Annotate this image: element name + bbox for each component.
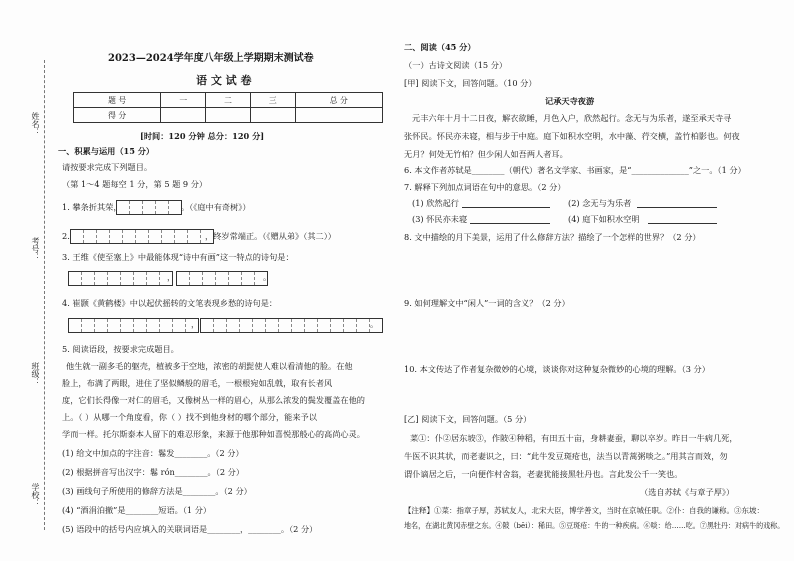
score-header: 三: [250, 93, 295, 108]
exam-title: 2023—2024学年度八年级上学期期末测试卷: [108, 53, 314, 64]
subject-title: 语 文 试 卷: [196, 74, 252, 87]
yi-passage-line: 牛医不识其状，而老妻识之，曰：“此牛发豆斑疮也，法当以青蒿粥啖之。”用其言而效，勿: [404, 451, 728, 461]
q5-sub5: (5) 语段中的括号内应填入的关联词语是________，________。（2 分）: [62, 524, 318, 534]
yi-passage-line: 谓仆谪居之后，一向便作村舍翁，老妻犹能接黑牡丹也。言此发公千一笑也。: [404, 469, 683, 479]
section1-intro: 请按要求完成下列题目。: [62, 162, 153, 172]
jia-title: 记承天寺夜游: [545, 96, 595, 106]
q5-passage-line: 学而一样。托尔斯泰本人留下的难忍形象，来源于他那种如喜悦那般心的高尚心灵。: [62, 429, 365, 439]
section2-sub: （一）古诗文阅读（15 分）: [404, 60, 508, 70]
q7-item1: (1) 欣然起行: [412, 198, 459, 208]
q7-item2: (2) 念无与为乐者: [568, 198, 632, 208]
score-header: 二: [206, 93, 251, 108]
q3-comma: ，: [167, 272, 176, 282]
q3-period: 。: [263, 272, 272, 282]
yi-note: 地名，在湖北黄冈赤壁之东。④陂（bēi）：稀田。⑤豆斑疮：牛的一种疾病。⑥啖：给……吃。⑦黑牡丹：对病牛的戏称。: [404, 521, 785, 530]
jia-passage-line: 元丰六年十月十二日夜，解衣欲睡，月色入户，欣然起行。念无与为乐者，遂至承天寺寻: [412, 113, 732, 123]
section1-heading: 一、积累与运用（15 分）: [58, 146, 155, 156]
q1-suffix: 。（《庭中有奇树》）: [181, 202, 251, 212]
q2-answer-boxes[interactable]: [70, 229, 214, 244]
section2-heading: 二、阅读（45 分）: [404, 42, 476, 52]
q1-prefix: 1. 攀条折其荣，: [62, 202, 122, 212]
q9-text: 9. 如何理解文中“闲人”一词的含义？（2 分）: [404, 298, 570, 308]
q5-sub4: (4) “酒涓泊撤”是________短语。（1 分）: [62, 505, 212, 515]
jia-heading: [甲] 阅读下文，回答问题。（10 分）: [404, 78, 537, 88]
score-header: 题 号: [74, 93, 161, 108]
q7-answer-line[interactable]: [637, 198, 717, 208]
time-info: [时间：120 分钟 总分：120 分]: [140, 131, 265, 141]
score-table: [73, 92, 383, 123]
score-header: 总 分: [295, 93, 382, 108]
q5-sub2: (2) 根据拼音写出汉字：鬈 rón________。（2 分）: [62, 467, 245, 477]
score-cell[interactable]: [206, 108, 251, 123]
q4-answer-boxes-1[interactable]: [68, 318, 199, 333]
q4-comma: ，: [191, 319, 200, 329]
q7-answer-line[interactable]: [462, 198, 550, 208]
q7-answer-line[interactable]: [470, 214, 550, 224]
q8-text: 8. 文中描绘的月下美景，运用了什么修辞方法？描绘了一个怎样的世界？（2 分）: [404, 232, 701, 242]
q5-passage-line: 上。（ ）从哪一个角度看，你（ ）找不到他身材的哪个部分，能来予以: [62, 412, 317, 422]
q3-answer-boxes-1[interactable]: [68, 271, 176, 286]
q1-answer-boxes[interactable]: [116, 200, 182, 215]
q3-text: 3. 王维《使至塞上》中最能体现“诗中有画”这一特点的诗句是：: [62, 252, 294, 262]
section1-note: （第 1～4 题每空 1 分，第 5 题 9 分）: [62, 179, 208, 189]
q4-text: 4. 崔颢《黄鹤楼》中以起伏摇转的文笔表现乡愁的诗句是：: [62, 298, 278, 308]
score-cell[interactable]: [295, 108, 382, 123]
score-row-label: 得 分: [74, 108, 161, 123]
q7-answer-line[interactable]: [648, 214, 717, 224]
yi-heading: [乙] 阅读下文，回答问题。（5 分）: [404, 414, 532, 424]
q4-period: 。: [370, 319, 379, 329]
q2-prefix: 2.: [62, 231, 70, 241]
class-label: 班级：: [31, 362, 40, 386]
q2-suffix: ，终岁常端正。（《赠从弟》（其二））: [205, 231, 336, 241]
q7-text: 7. 解释下列加点词语在句中的意思。（2 分）: [404, 182, 566, 192]
q5-passage-line: 他生就一副多毛的躯壳，植被多于空地，浓密的胡髭使人难以看清他的脸。在他: [66, 361, 353, 371]
yi-note: 【注释】①菜：指章子厚，苏轼友人，北宋大臣，博学善文，当时在京城任职。②仆：自我的谦称。③东坡：: [404, 506, 764, 515]
q5-sub3: (3) 画线句子所使用的修辞方法是________。（2 分）: [62, 486, 252, 496]
q5-heading: 5. 阅读语段，按要求完成题目。: [62, 344, 179, 354]
name-label: 姓名：: [31, 112, 40, 136]
exam-number-label: 考号：: [31, 237, 40, 261]
q5-passage-line: 度，它们长得像一对仁的眉毛，又像树丛一样的眉心，从那么浓发的鬓发覆盖在他的: [62, 395, 365, 405]
score-cell[interactable]: [250, 108, 295, 123]
q5-passage-line: 脸上，布满了两眼，进住了坚似鳞般的眉毛，一根根宛如乱戟，取有长者风: [62, 378, 333, 388]
score-header: 一: [161, 93, 206, 108]
yi-source: （选自苏轼《与章子厚》）: [640, 487, 735, 497]
school-label: 学校：: [31, 483, 40, 507]
q4-answer-boxes-2[interactable]: [200, 318, 383, 333]
binding-line: [44, 60, 45, 530]
q6-text: 6. 本文作者苏轼是________（朝代）著名文学家、书画家，是“______________”之一。（1 分）: [404, 165, 746, 175]
q7-item4: (4) 庭下如积水空明: [568, 214, 640, 224]
q5-sub1: (1) 给文中加点的字注音：鬈发________。（2 分）: [62, 448, 244, 458]
score-cell[interactable]: [161, 108, 206, 123]
yi-passage-line: 菜①：仆②居东坡③，作陂④种稻，有田五十亩，身耕妻蚕，聊以卒岁。昨日一牛病几死，: [410, 433, 738, 443]
q7-item3: (3) 怀民亦未寝: [412, 214, 468, 224]
q10-text: 10. 本文传达了作者复杂微妙的心境，谈谈你对这种复杂微妙的心境的理解。（3 分）: [404, 364, 710, 374]
q3-answer-boxes-2[interactable]: [176, 271, 268, 286]
jia-passage-line: 无月？何处无竹柏？但少闲人如吾两人者耳。: [404, 149, 568, 159]
jia-passage-line: 张怀民。怀民亦未寝，相与步于中庭。庭下如积水空明，水中藻、荇交横，盖竹柏影也。何夜: [404, 131, 740, 141]
